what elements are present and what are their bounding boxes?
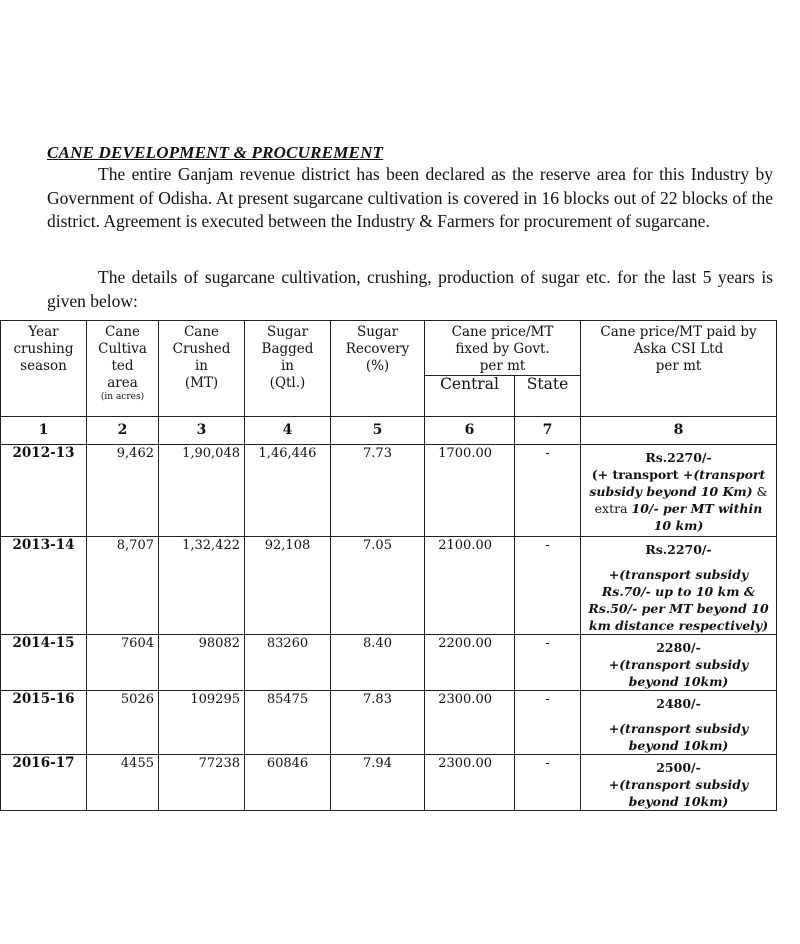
intro-paragraph: The entire Ganjam revenue district has been declared as the reserve area for this Industry by Government of Odisha. At present sugarcane cultivation is covered in 16 blocks out of 22 blocks of the district. Agreement is executed between the Industry & Farmers for procurement of sugarcane. bbox=[47, 164, 773, 231]
state-price-cell: - bbox=[515, 445, 581, 537]
state-price-cell: - bbox=[515, 635, 581, 691]
central-price-cell: 1700.00 bbox=[425, 445, 515, 537]
bagged-cell: 85475 bbox=[245, 691, 331, 755]
column-number: 2 bbox=[87, 417, 159, 445]
central-price-cell: 2300.00 bbox=[425, 755, 515, 811]
paid-price-cell: Rs.2270/- +(transport subsidy Rs.70/- up to 10 km & Rs.50/- per MT beyond 10 km distance respectively) bbox=[581, 537, 777, 635]
details-paragraph: The details of sugarcane cultivation, crushing, production of sugar etc. for the last 5 years is given below: bbox=[47, 267, 773, 311]
recovery-cell: 7.83 bbox=[331, 691, 425, 755]
state-price-cell: - bbox=[515, 537, 581, 635]
state-price-cell: - bbox=[515, 755, 581, 811]
crushed-cell: 1,90,048 bbox=[159, 445, 245, 537]
recovery-cell: 7.73 bbox=[331, 445, 425, 537]
paid-price-cell: 2280/- +(transport subsidy beyond 10km) bbox=[581, 635, 777, 691]
year-cell: 2015-16 bbox=[1, 691, 87, 755]
column-number: 8 bbox=[581, 417, 777, 445]
recovery-cell: 7.05 bbox=[331, 537, 425, 635]
table-row bbox=[1, 537, 777, 635]
bagged-cell: 83260 bbox=[245, 635, 331, 691]
column-number: 6 bbox=[425, 417, 515, 445]
table-row bbox=[1, 445, 777, 537]
header-bagged: Sugar Bagged in (Qtl.) bbox=[245, 321, 331, 417]
crushed-cell: 1,32,422 bbox=[159, 537, 245, 635]
column-number: 5 bbox=[331, 417, 425, 445]
crushed-cell: 77238 bbox=[159, 755, 245, 811]
header-year: Year crushing season bbox=[1, 321, 87, 417]
area-cell: 8,707 bbox=[87, 537, 159, 635]
paid-price-cell: Rs.2270/- (+ transport +(transport subsidy beyond 10 Km) & extra 10/- per MT within 10 km) bbox=[581, 445, 777, 537]
area-cell: 9,462 bbox=[87, 445, 159, 537]
paid-price-cell: 2500/- +(transport subsidy beyond 10km) bbox=[581, 755, 777, 811]
area-cell: 4455 bbox=[87, 755, 159, 811]
recovery-cell: 7.94 bbox=[331, 755, 425, 811]
header-row bbox=[1, 321, 777, 376]
column-number: 7 bbox=[515, 417, 581, 445]
crushed-cell: 109295 bbox=[159, 691, 245, 755]
year-cell: 2013-14 bbox=[1, 537, 87, 635]
column-number: 3 bbox=[159, 417, 245, 445]
bagged-cell: 1,46,446 bbox=[245, 445, 331, 537]
year-cell: 2012-13 bbox=[1, 445, 87, 537]
recovery-cell: 8.40 bbox=[331, 635, 425, 691]
central-price-cell: 2300.00 bbox=[425, 691, 515, 755]
heading: CANE DEVELOPMENT & PROCUREMENT bbox=[47, 143, 384, 162]
header-paid-price: Cane price/MT paid by Aska CSI Ltd per mt bbox=[581, 321, 777, 417]
header-area: Cane Cultiva ted area (in acres) bbox=[87, 321, 159, 417]
header-state: State bbox=[515, 376, 581, 417]
area-cell: 5026 bbox=[87, 691, 159, 755]
crushed-cell: 98082 bbox=[159, 635, 245, 691]
header-govt-price: Cane price/MT fixed by Govt. per mt bbox=[425, 321, 581, 376]
column-number-row bbox=[1, 417, 777, 445]
paid-price-cell: 2480/- +(transport subsidy beyond 10km) bbox=[581, 691, 777, 755]
central-price-cell: 2100.00 bbox=[425, 537, 515, 635]
column-number: 1 bbox=[1, 417, 87, 445]
table-row bbox=[1, 635, 777, 691]
table-row bbox=[1, 691, 777, 755]
column-number: 4 bbox=[245, 417, 331, 445]
header-central: Central bbox=[425, 376, 515, 417]
sugarcane-details-table bbox=[0, 320, 777, 811]
bagged-cell: 92,108 bbox=[245, 537, 331, 635]
area-cell: 7604 bbox=[87, 635, 159, 691]
year-cell: 2016-17 bbox=[1, 755, 87, 811]
header-crushed: Cane Crushed in (MT) bbox=[159, 321, 245, 417]
table-row bbox=[1, 755, 777, 811]
state-price-cell: - bbox=[515, 691, 581, 755]
bagged-cell: 60846 bbox=[245, 755, 331, 811]
header-recovery: Sugar Recovery (%) bbox=[331, 321, 425, 417]
central-price-cell: 2200.00 bbox=[425, 635, 515, 691]
year-cell: 2014-15 bbox=[1, 635, 87, 691]
